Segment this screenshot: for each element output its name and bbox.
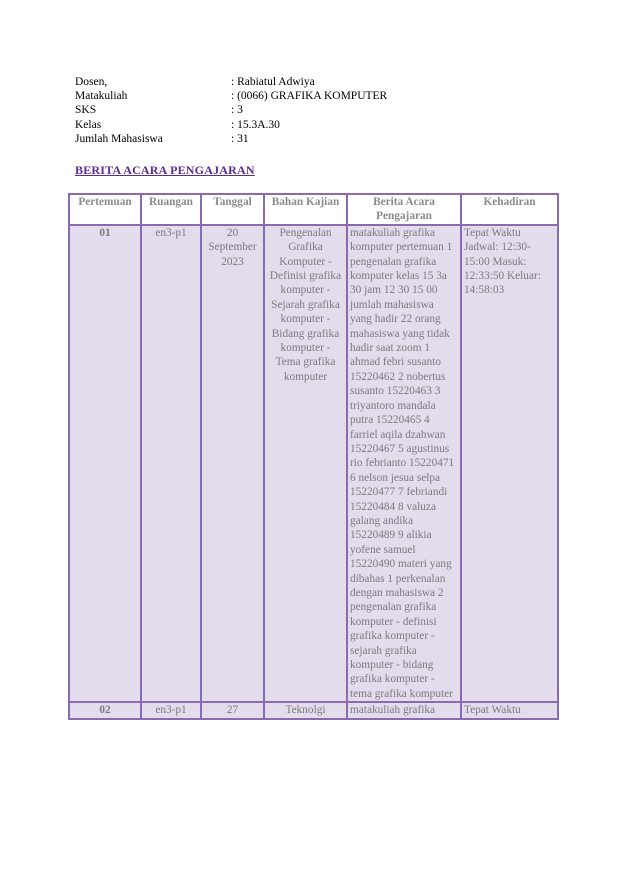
cell-kehadiran: Tepat Waktu Jadwal: 12:30-15:00 Masuk: 12:33:50 Keluar: 14:58:03	[461, 225, 558, 702]
table-row	[69, 225, 558, 702]
info-value: : Rabiatul Adwiya	[231, 76, 315, 88]
column-header-bahan-kajian: Bahan Kajian	[264, 194, 347, 225]
cell-ruangan: en3-p1	[141, 702, 201, 718]
cell-bahan-kajian: Teknolgi	[264, 702, 347, 718]
column-header-pertemuan: Pertemuan	[69, 194, 141, 225]
cell-bahan-kajian: Pengenalan Grafika Komputer - Definisi grafika komputer - Sejarah grafika komputer - Bidang grafika komputer - Tema grafika komputer	[264, 225, 347, 702]
info-value: : (0066) GRAFIKA KOMPUTER	[231, 90, 388, 103]
cell-pertemuan: 01	[69, 225, 141, 702]
column-header-kehadiran: Kehadiran	[461, 194, 558, 225]
info-row-kelas	[75, 118, 387, 132]
course-info	[75, 75, 387, 146]
berita-acara-table	[68, 193, 559, 720]
info-row-jumlah-mahasiswa	[75, 132, 387, 146]
cell-berita-acara: matakuliah grafika	[347, 702, 461, 718]
info-label: Matakuliah	[75, 90, 128, 103]
cell-tanggal: 20 September 2023	[201, 225, 264, 702]
cell-kehadiran: Tepat Waktu	[461, 702, 558, 718]
table-row	[69, 702, 558, 718]
info-value: : 15.3A.30	[231, 118, 280, 131]
info-row-matakuliah	[75, 89, 387, 103]
cell-tanggal: 27	[201, 702, 264, 718]
cell-pertemuan: 02	[69, 702, 141, 718]
table-header-row	[69, 194, 558, 225]
info-row-sks	[75, 103, 387, 117]
column-header-tanggal: Tanggal	[201, 194, 264, 225]
section-title: BERITA ACARA PENGAJARAN	[75, 163, 255, 177]
column-header-berita-acara: Berita Acara Pengajaran	[347, 194, 461, 225]
info-value: : 3	[231, 104, 243, 117]
info-row-dosen	[75, 75, 387, 89]
info-label: Jumlah Mahasiswa	[75, 132, 163, 145]
info-label: Dosen,	[75, 76, 108, 88]
info-label: Kelas	[75, 118, 102, 131]
cell-ruangan: en3-p1	[141, 225, 201, 702]
cell-berita-acara: matakuliah grafika komputer pertemuan 1 pengenalan grafika komputer kelas 15 3a 30 jam 12 30 15 00 jumlah mahasiswa yang hadir 22 orang mahasiswa yang tidak hadir saat zoom 1 ahmad febri susanto 15220462 2 nobertus susanto 15220463 3 triyantoro mandala putra 15220465 4 farriel aqila dzahwan 15220467 5 agustinus rio febrianto 15220471 6 nelson jesua selpa 15220477 7 febriandi 15220484 8 valuza galang andika 15220489 9 alikia yofene samuel 15220490 materi yang dibahas 1 perkenalan dengan mahasiswa 2 pengenalan grafika komputer - definisi grafika komputer - sejarah grafika komputer - bidang grafika komputer - tema grafika komputer	[347, 225, 461, 702]
info-label: SKS	[75, 104, 97, 117]
info-value: : 31	[231, 132, 249, 145]
column-header-ruangan: Ruangan	[141, 194, 201, 225]
